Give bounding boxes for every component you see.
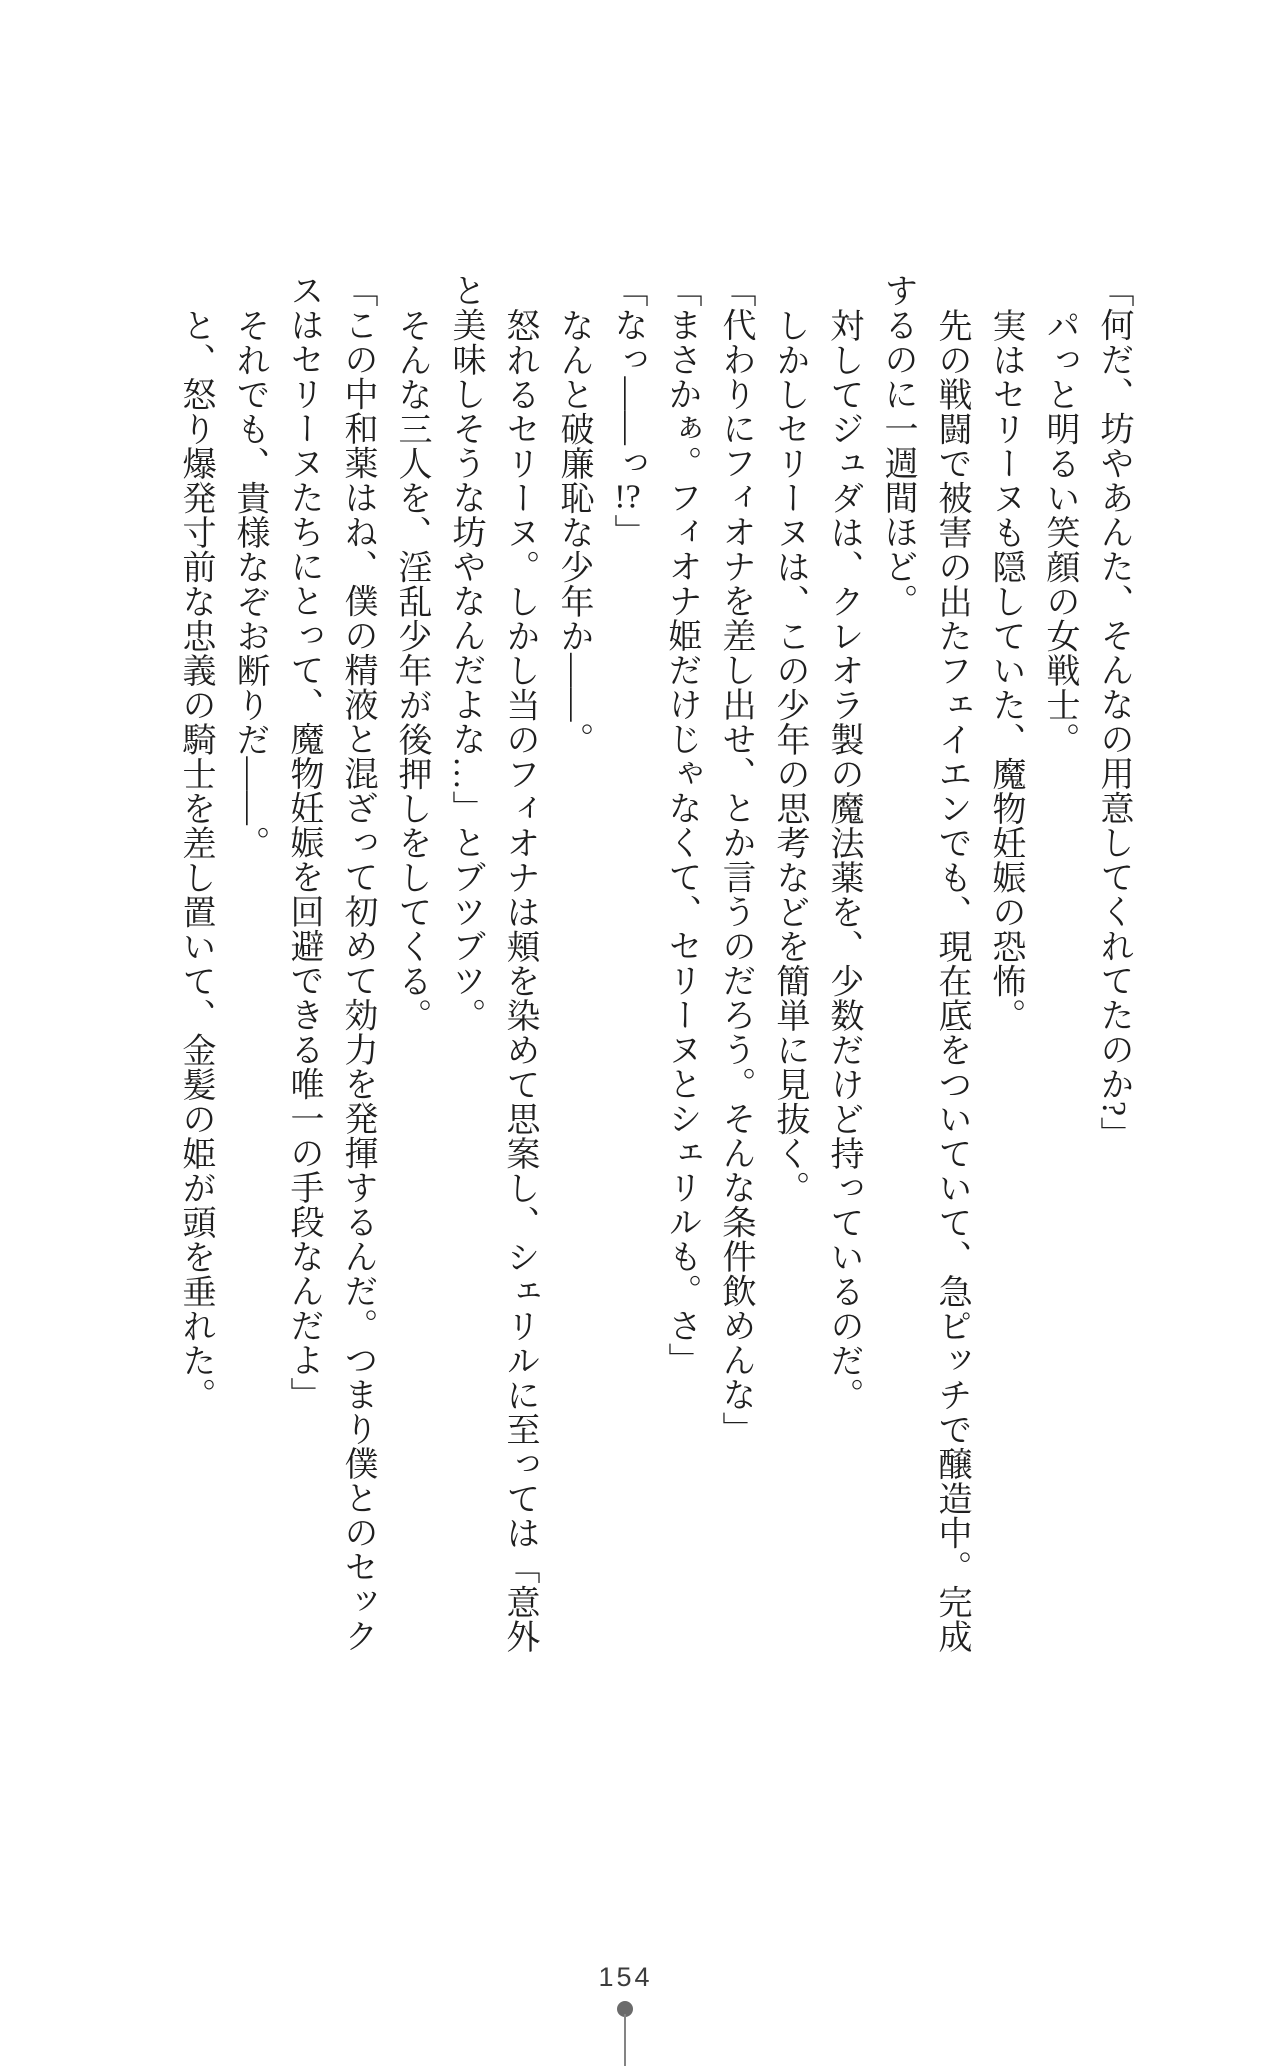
text-column: そんな三人を、淫乱少年が後押しをしてくる。 <box>393 307 430 1032</box>
text-column: 対してジュダは、クレオラ製の魔法薬を、少数だけど持っているのだ。 <box>825 307 862 1412</box>
page-number: 154 <box>598 1962 653 1992</box>
page-marker-line <box>624 2014 626 2066</box>
text-column: 「この中和薬はね、僕の精液と混ざって初めて効力を発揮するんだ。つまり僕とのセック <box>339 273 376 1653</box>
tatechuyoko-exclamation-question: !? <box>614 480 641 514</box>
text-column: と、怒り爆発寸前な忠義の騎士を差し置いて、金髪の姫が頭を垂れた。 <box>177 307 214 1412</box>
text-column: なんと破廉恥な少年か――。 <box>555 307 592 756</box>
text-column: するのに一週間ほど。 <box>879 273 916 618</box>
text-column: パっと明るい笑顔の女戦士。 <box>1041 307 1078 756</box>
body-text <box>168 273 1140 1651</box>
text-column: スはセリーヌたちにとって、魔物妊娠を回避できる唯一の手段なんだよ」 <box>285 273 322 1412</box>
text-column: 「なっ――っ!?」 <box>609 273 646 549</box>
text-column: と美味しそうな坊やなんだよな…」とブツブツ。 <box>447 273 484 1032</box>
text-column: 「まさかぁ。フィオナ姫だけじゃなくて、セリーヌとシェリルも。さ」 <box>663 273 700 1377</box>
text-column: 「何だ、坊やあんた、そんなの用意してくれてたのか?」 <box>1095 273 1132 1152</box>
text-column: それでも、貴様なぞお断りだ――。 <box>231 307 268 860</box>
text-column: 先の戦闘で被害の出たフェイエンでも、現在底をついていて、急ピッチで醸造中。完成 <box>933 307 970 1653</box>
text-column: 実はセリーヌも隠していた、魔物妊娠の恐怖。 <box>987 307 1024 1032</box>
text-column: 「代わりにフィオナを差し出せ、とか言うのだろう。そんな条件飲めんな」 <box>717 273 754 1446</box>
text-column: 怒れるセリーヌ。しかし当のフィオナは頬を染めて思案し、シェリルに至っては「意外 <box>501 307 538 1653</box>
text-column: しかしセリーヌは、この少年の思考などを簡単に見抜く。 <box>771 307 808 1205</box>
